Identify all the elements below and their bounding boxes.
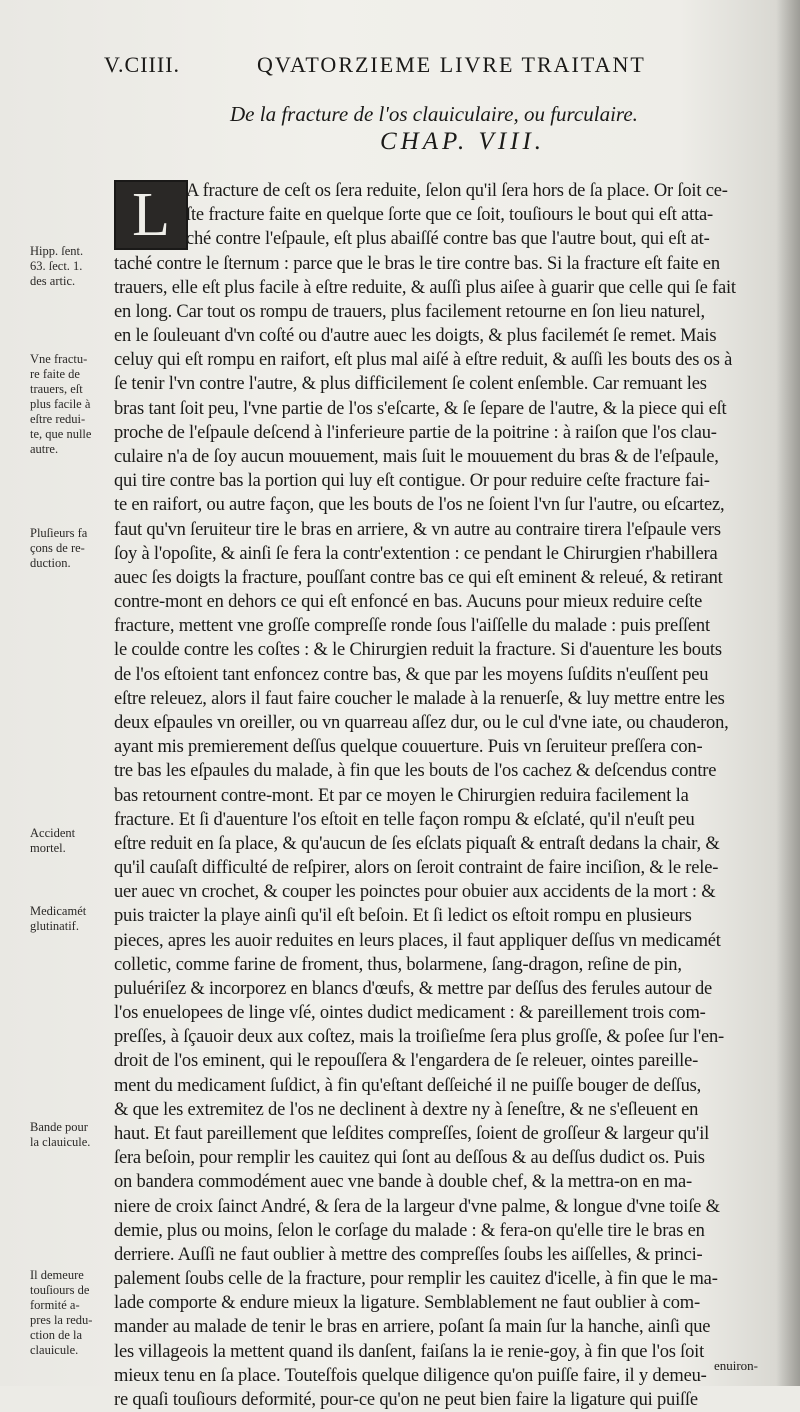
margin-note	[30, 904, 110, 934]
margin-note	[30, 826, 110, 856]
margin-note-line: glutinatif.	[30, 919, 79, 933]
text-line: ſte fracture faite en quelque ſorte que ce ſoit, touſiours le bout qui eſt atta-	[186, 205, 713, 226]
text-line: contre-mont en dehors ce qui eſt enfoncé en bas. Aucuns pour mieux reduire ceſte	[114, 592, 703, 613]
text-line: mieux tenu en ſa place. Touteſfois quelque diligence qu'on puiſſe faire, il y demeu-	[114, 1365, 707, 1386]
margin-note-line: Il demeure	[30, 1268, 84, 1282]
margin-note	[30, 1268, 110, 1358]
text-line: tre bas les eſpaules du malade, à fin que les bouts de l'os cachez & deſcendus contre	[114, 761, 717, 782]
margin-note-line: re faite de	[30, 367, 80, 381]
margin-note-line: Hipp. ſent.	[30, 244, 84, 258]
margin-note-line: 63. ſect. 1.	[30, 259, 83, 273]
text-line: ſera beſoin, pour remplir les cauitez qui ſont au deſſous & au deſſus dudict os. Puis	[114, 1148, 705, 1169]
margin-note-line: pres la redu-	[30, 1313, 93, 1327]
text-line: qui tire contre bas la portion qui luy eſt contigue. Or pour reduire ceſte fracture fai-	[114, 471, 710, 492]
text-line: fracture. Et ſi d'auenture l'os eſtoit en telle façon rompu & eſclaté, qu'il n'euſt peu	[114, 809, 695, 830]
margin-note	[30, 1120, 110, 1150]
text-line: en long. Car tout os rompu de trauers, plus facilement retourne en ſon lieu naturel,	[114, 301, 705, 322]
text-line: bas retournent contre-mont. Et par ce moyen le Chirurgien reduira facilement la	[114, 785, 689, 806]
margin-note-line: touſiours de	[30, 1283, 90, 1297]
text-line: deux eſpaules vn oreiller, ou vn quarreau aſſez dur, ou le cul d'vne iate, ou chauderon,	[114, 712, 729, 733]
text-line: preſſes, à ſçauoir deux aux coſtez, mais la troiſieſme ſera plus groſſe, & poſee ſur l'en-	[114, 1027, 724, 1048]
text-line: puis traicter la playe ainſi qu'il eſt beſoin. Et ſi ledict os eſtoit rompu en plusieurs	[114, 906, 692, 927]
margin-note-line: çons de re-	[30, 541, 85, 555]
margin-note-line: duction.	[30, 556, 71, 570]
running-title: QVATORZIEME LIVRE TRAITANT	[257, 52, 646, 77]
text-line: re quaſi touſiours deformité, pour-ce qu'on ne peut bien faire la ligature qui puiſſe	[114, 1390, 698, 1410]
text-line: & que les extremitez de l'os ne declinent à dextre ny à ſeneſtre, & ne s'eſleuent en	[114, 1099, 699, 1120]
text-line: fracture, mettent vne groſſe compreſſe ronde ſous l'aiſſelle du malade : puis preſſent	[114, 616, 710, 637]
margin-note-line: eſtre redui-	[30, 412, 86, 426]
text-line: taché contre le ſternum : parce que le bras le tire contre bas. Si la fracture eſt faite en	[114, 253, 720, 274]
text-line: les villageois la mettent quand ils danſent, faiſans la ie renie-goy, à fin que l'os ſoit	[114, 1341, 705, 1362]
text-line: on bandera commodément auec vne bande à double chef, & la mettra-on en ma-	[114, 1172, 692, 1193]
text-line: en le ſouleuant d'vn coſté ou d'autre auec les doigts, & plus facilemét ſe remet. Mais	[114, 326, 717, 347]
text-line: le coulde contre les coſtes : & le Chirurgien reduit la fracture. Si d'auenture les bouts	[114, 640, 722, 661]
margin-note-line: Vne fractu-	[30, 352, 88, 366]
text-line: culaire n'a de ſoy aucun mouuement, mais ſuit le mouuement du bras & de l'eſpaule,	[114, 446, 719, 467]
margin-note-line: Pluſieurs fa	[30, 526, 88, 540]
chapter-label: CHAP. VIII.	[380, 128, 546, 155]
catchword: enuiron-	[713, 1358, 758, 1373]
text-line: ché contre l'eſpaule, eſt plus abaiſſé contre bas que l'autre bout, qui eſt at-	[186, 229, 710, 250]
margin-note	[30, 352, 110, 457]
text-line: ayant mis premierement deſſus quelque couuerture. Puis vn ſeruiteur preſſera con-	[114, 737, 703, 758]
margin-note-line: te, que nulle	[30, 427, 92, 441]
margin-note-line: la clauicule.	[30, 1135, 91, 1149]
text-line: demie, plus ou moins, ſelon le corſage du malade : & fera-on qu'elle tire le bras en	[114, 1220, 705, 1241]
text-line: eſtre reduit en ſa place, & qu'aucun de ſes eſclats piquaſt & entraſt dedans la chair, &	[114, 833, 720, 854]
text-line: niere de croix ſainct André, & ſera de la largeur d'vne palme, & longue d'vne toiſe &	[114, 1196, 720, 1217]
text-line: de l'os eſtoient tant enfoncez contre bas, & que par les moyens ſuſdits n'euſſent peu	[114, 664, 709, 685]
text-line: lade comporte & endure mieux la ligature. Semblablement ne faut oublier à com-	[114, 1293, 700, 1314]
margin-note-line: formité a-	[30, 1298, 80, 1312]
margin-note-line: Bande pour	[30, 1120, 88, 1134]
text-line: trauers, elle eſt plus facile à eſtre reduite, & auſſi plus aiſee à guarir que celle qui ſe fait	[114, 277, 736, 298]
text-line: ment du medicament ſuſdict, à fin qu'eſtant deſſeiché il ne puiſſe bouger de deſſus,	[114, 1075, 702, 1096]
text-line: ſe tenir l'vn contre l'autre, & plus difficilement ſe colent enſemble. Car remuant les	[114, 374, 707, 395]
text-line: A fracture de ceſt os ſera reduite, ſelon qu'il ſera hors de ſa place. Or ſoit ce-	[186, 181, 728, 201]
margin-note-line: autre.	[30, 442, 59, 456]
text-line: droit de l'os eminent, qui le repouſſera & l'engardera de ſe releuer, ointes pareille-	[114, 1051, 699, 1072]
text-line: eſtre releuez, alors il faut faire coucher le malade à la renuerſe, & luy mettre entre les	[114, 688, 725, 709]
text-line: ſoy à l'opoſite, & ainſi ſe fera la contr'extention : ce pendant le Chirurgien r'habillera	[114, 543, 718, 564]
chapter-heading: De la fracture de l'os clauiculaire, ou furculaire.	[230, 102, 638, 126]
margin-note	[30, 526, 110, 571]
text-line: uer auec vn crochet, & couper les poinctes pour obuier aux accidents de la mort : &	[114, 882, 716, 903]
text-line: proche de l'eſpaule deſcend à l'inferieure partie de la poitrine : à raiſon que l'os clau-	[114, 422, 717, 443]
text-line: auec ſes doigts la fracture, pouſſant contre bas ce qui eſt eminent & releué, & retirant	[114, 567, 723, 588]
margin-note-line: des artic.	[30, 274, 76, 288]
margin-note-line: trauers, eſt	[30, 382, 83, 396]
text-line: faut qu'vn ſeruiteur tire le bras en arriere, & vn autre au contraire tirera l'eſpaule vers	[114, 519, 721, 540]
text-line: bras tant ſoit peu, l'vne partie de l'os s'eſcarte, & ſe ſepare de l'autre, & la piece qui eſt	[114, 398, 727, 419]
margin-note-line: mortel.	[30, 841, 66, 855]
text-line: celuy qui eſt rompu en raifort, eſt plus mal aiſé à eſtre reduit, & auſſi les bouts des os à	[114, 350, 733, 371]
margin-note	[30, 244, 110, 289]
folio-number: V.CIIII.	[104, 52, 181, 77]
drop-cap-letter: L	[132, 181, 170, 249]
text-line: pieces, apres les auoir reduites en leurs places, il faut appliquer deſſus vn medicamét	[114, 930, 721, 951]
margin-note-line: plus facile à	[30, 397, 91, 411]
text-line: derriere. Auſſi ne faut oublier à mettre des compreſſes ſoubs les aiſſelles, & princi-	[114, 1244, 703, 1265]
text-line: qu'il cauſaſt difficulté de reſpirer, alors on ſeroit contraint de faire inciſion, & le rele-	[114, 858, 719, 879]
text-line: puluériſez & incorporez en blancs d'œufs, & mettre par deſſus des ferules autour de	[114, 978, 713, 999]
margin-note-line: Accident	[30, 826, 76, 840]
text-line: mander au malade de tenir le bras en arriere, poſant ſa main ſur la hanche, ainſi que	[114, 1317, 711, 1338]
text-line: colletic, comme farine de froment, thus, bolarmene, ſang-dragon, reſine de pin,	[114, 954, 682, 975]
text-line: l'os enuelopees de linge vſé, ointes dudict medicament : & pareillement trois com-	[114, 1003, 706, 1024]
margin-note-line: ction de la	[30, 1328, 83, 1342]
text-line: te en raifort, ou autre façon, que les bouts de l'os ne ſoient l'vn ſur l'autre, ou eſcartez,	[114, 495, 725, 516]
margin-note-line: Medicamét	[30, 904, 87, 918]
text-line: haut. Et faut pareillement que leſdites compreſſes, ſoient de groſſeur & largeur qu'il	[114, 1124, 710, 1145]
margin-note-line: clauicule.	[30, 1343, 79, 1357]
text-line: palement ſoubs celle de la fracture, pour remplir les cauitez d'icelle, à fin que le ma-	[114, 1269, 718, 1290]
